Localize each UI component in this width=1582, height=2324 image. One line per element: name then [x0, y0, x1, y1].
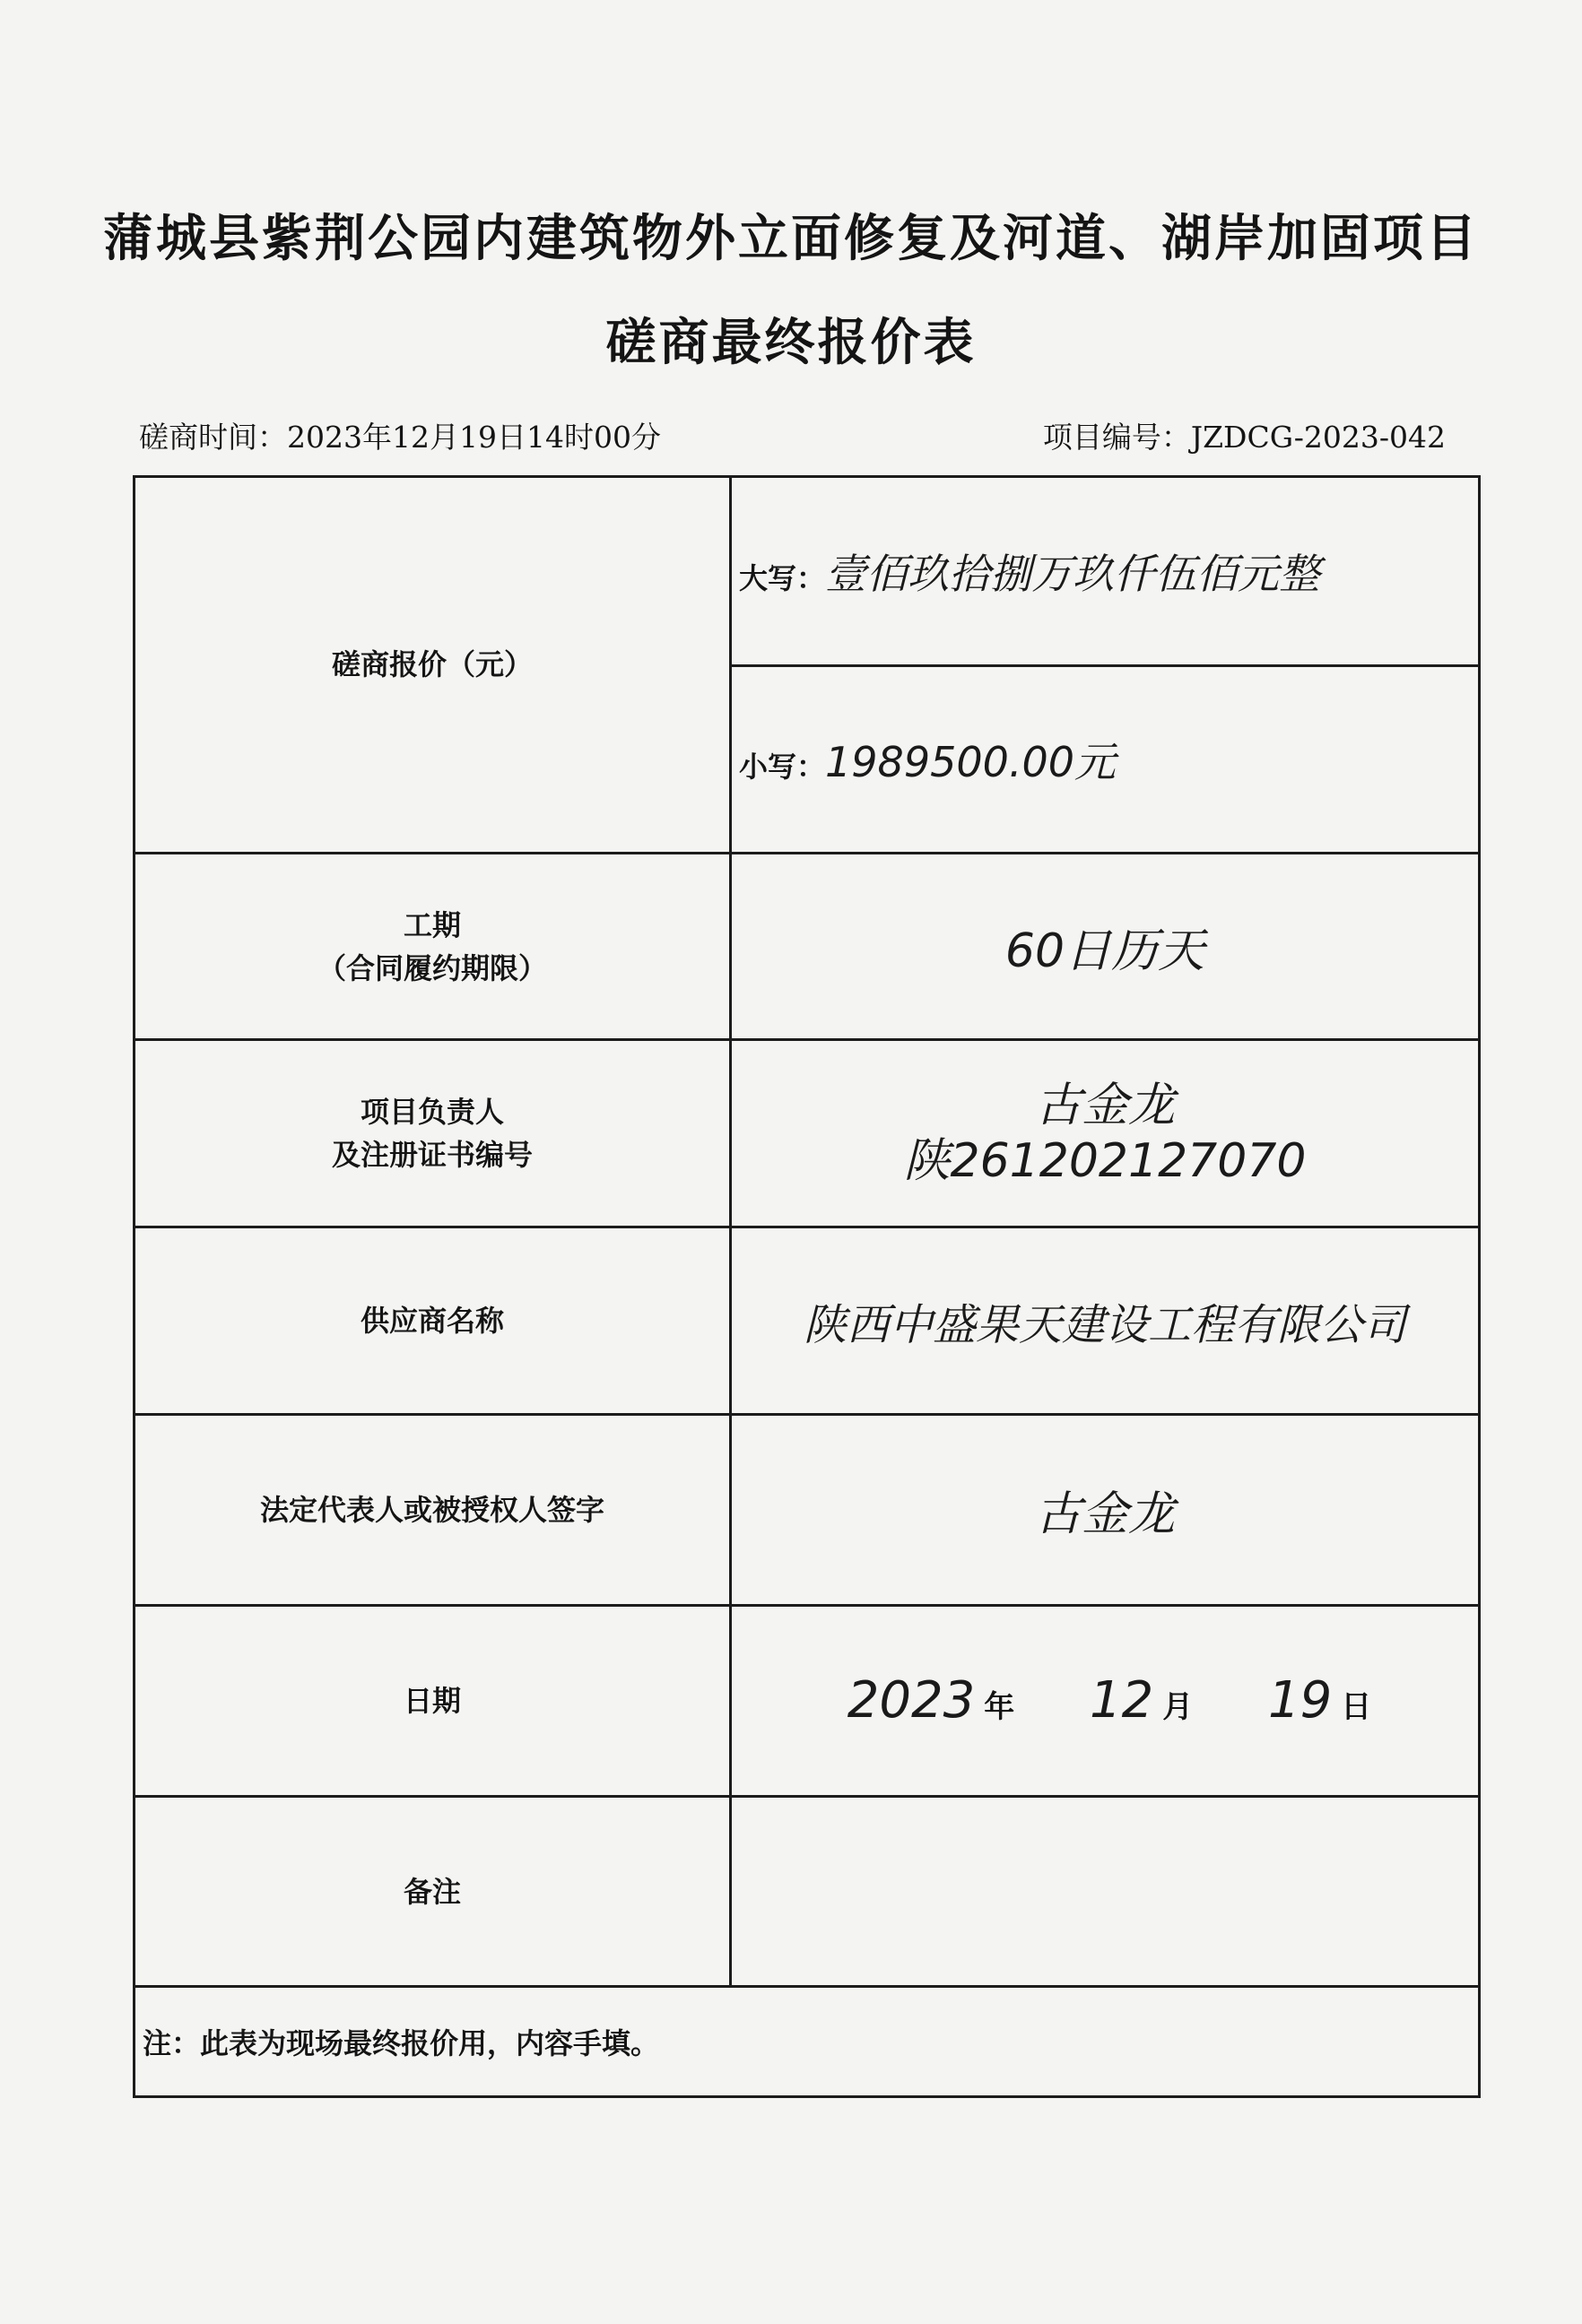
signer-signature: 古金龙 — [1034, 1487, 1175, 1542]
date-value-cell — [731, 1605, 1480, 1796]
date-month: 12 — [1089, 1671, 1154, 1730]
footer-note: 注：此表为现场最终报价用，内容手填。 — [135, 1987, 1480, 2097]
price-upper-cell — [731, 477, 1480, 666]
supplier-label: 供应商名称 — [135, 1227, 731, 1415]
date-label: 日期 — [135, 1605, 731, 1796]
price-lower-cell — [731, 665, 1480, 853]
leader-label-line2: 及注册证书编号 — [331, 1138, 533, 1173]
date-month-unit: 月 — [1162, 1689, 1194, 1726]
consultation-time — [139, 414, 661, 456]
date-day: 19 — [1267, 1671, 1333, 1730]
date-year: 2023 — [847, 1671, 976, 1730]
project-number-label: 项目编号： — [1042, 420, 1191, 455]
period-value: 60日历天 — [1004, 924, 1205, 978]
leader-name: 古金龙 — [1034, 1079, 1175, 1133]
period-value-cell — [731, 853, 1480, 1040]
consultation-time-value: 2023年12月19日14时00分 — [287, 420, 661, 455]
remark-value-cell — [731, 1796, 1480, 1987]
project-number — [1043, 414, 1446, 456]
consultation-time-label: 磋商时间： — [139, 420, 287, 455]
leader-label — [135, 1040, 731, 1227]
price-label: 磋商报价（元） — [135, 477, 731, 854]
project-number-value: JZDCG-2023-042 — [1190, 420, 1446, 455]
leader-cert-number: 陕261202127070 — [903, 1134, 1307, 1189]
leader-label-line1: 项目负责人 — [360, 1095, 504, 1130]
period-label-line2: （合同履约期限） — [317, 950, 547, 985]
period-label-line1: 工期 — [403, 907, 461, 942]
supplier-value-cell — [731, 1227, 1480, 1415]
signer-label: 法定代表人或被授权人签字 — [135, 1415, 731, 1606]
price-lower-label: 小写： — [739, 749, 826, 784]
document-subtitle: 磋商最终报价表 — [605, 313, 977, 372]
date-day-unit: 日 — [1341, 1689, 1372, 1726]
period-label — [135, 853, 731, 1040]
remark-label: 备注 — [135, 1796, 731, 1987]
leader-value-cell — [731, 1040, 1480, 1227]
price-upper-label: 大写： — [739, 560, 826, 595]
price-lower-value: 1989500.00元 — [825, 737, 1117, 786]
supplier-value: 陕西中盛果天建设工程有限公司 — [803, 1299, 1406, 1350]
quotation-table — [133, 475, 1481, 2098]
signer-value-cell — [731, 1415, 1480, 1606]
document-title: 蒲城县紫荆公园内建筑物外立面修复及河道、湖岸加固项目 — [103, 209, 1479, 268]
date-year-unit: 年 — [984, 1689, 1015, 1726]
price-upper-value: 壹佰玖拾捌万玖仟伍佰元整 — [825, 549, 1321, 598]
